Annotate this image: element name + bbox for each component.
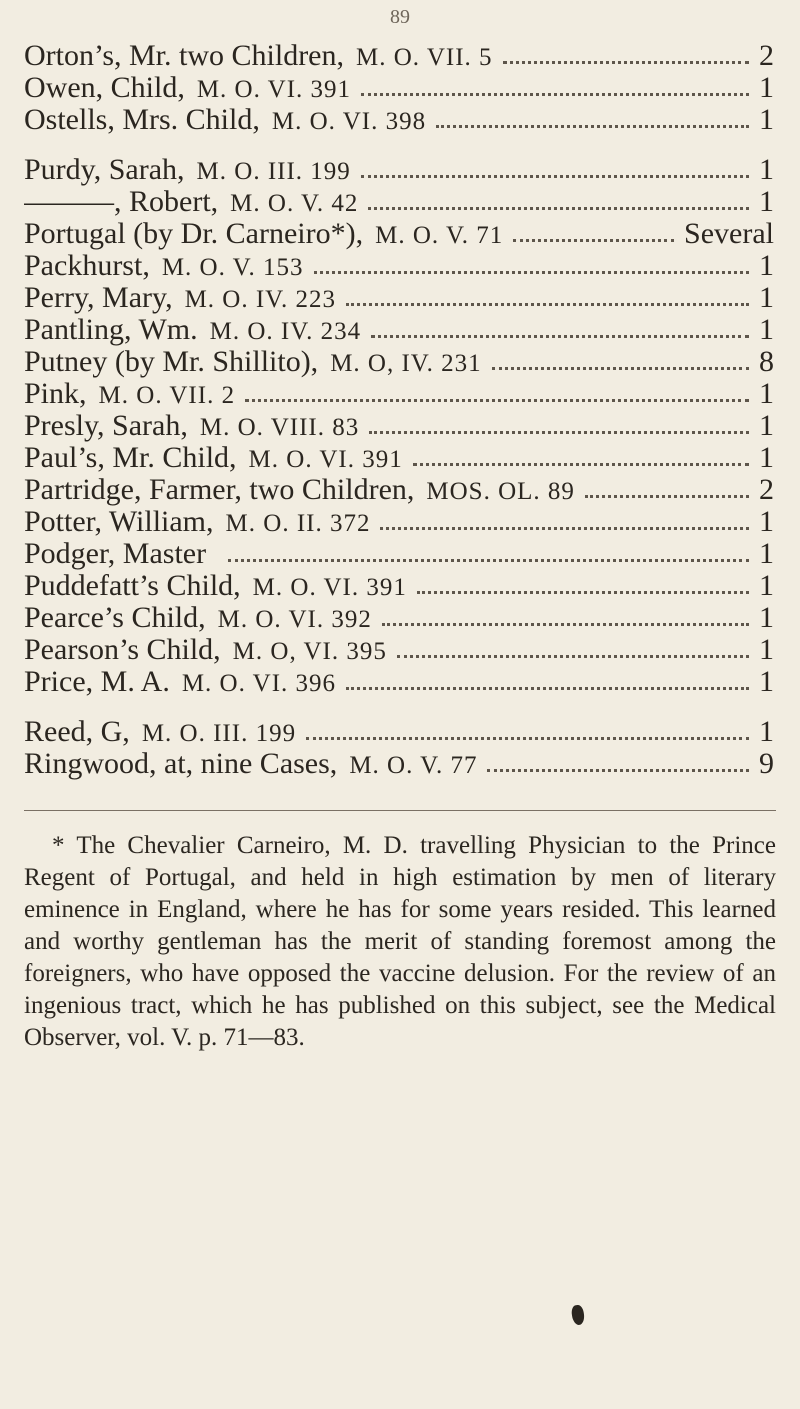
leader-dots	[245, 398, 749, 402]
entry-name: Podger, Master	[24, 538, 207, 570]
ink-blot	[571, 1304, 586, 1325]
entry-name: Portugal (by Dr. Carneiro*),	[24, 218, 364, 250]
entry-reference: M. O, IV. 231	[330, 350, 482, 377]
entry-reference: M. O. III. 199	[141, 720, 297, 747]
entry-count: 1	[759, 634, 774, 666]
leader-dots	[346, 686, 749, 690]
leader-dots	[487, 768, 749, 772]
entry-count: Several	[684, 218, 774, 250]
page-number: 89	[390, 6, 410, 28]
index-entry	[24, 40, 774, 72]
entry-count: 1	[759, 378, 774, 410]
entry-name: Presly, Sarah,	[24, 410, 188, 442]
leader-dots	[503, 60, 749, 64]
entry-count: 2	[759, 474, 774, 506]
index-entry	[24, 474, 774, 506]
entry-count: 1	[759, 716, 774, 748]
entry-reference: M. O. VIII. 83	[199, 414, 360, 441]
entry-reference: M. O. VI. 391	[196, 76, 352, 103]
index-entry	[24, 442, 774, 474]
entry-name: Reed, G,	[24, 716, 130, 748]
index-entry	[24, 716, 774, 748]
entry-name: Ringwood, at, nine Cases,	[24, 748, 338, 780]
entry-name: Puddefatt’s Child,	[24, 570, 241, 602]
entry-count: 1	[759, 104, 774, 136]
index-list	[24, 40, 774, 780]
footnote-divider	[24, 810, 776, 811]
index-entry	[24, 378, 774, 410]
entry-count: 8	[759, 346, 774, 378]
entry-count: 1	[759, 282, 774, 314]
leader-dots	[397, 654, 749, 658]
leader-dots	[369, 430, 749, 434]
leader-dots	[306, 736, 749, 740]
entry-reference: M. O, VI. 395	[232, 638, 387, 665]
entry-reference: M. O. IV. 234	[209, 318, 362, 345]
leader-dots	[413, 462, 749, 466]
index-entry	[24, 570, 774, 602]
entry-count: 1	[759, 602, 774, 634]
index-entry	[24, 506, 774, 538]
leader-dots	[513, 238, 674, 242]
entry-count: 1	[759, 506, 774, 538]
leader-dots	[368, 206, 749, 210]
entry-reference: M. O. V. 42	[230, 190, 359, 217]
entry-reference: M. O. VI. 398	[271, 108, 427, 135]
entry-name: Packhurst,	[24, 250, 150, 282]
entry-name: Purdy, Sarah,	[24, 154, 185, 186]
entry-count: 1	[759, 72, 774, 104]
entry-reference: M. O. V. 71	[375, 222, 504, 249]
entry-count: 1	[759, 570, 774, 602]
index-entry	[24, 218, 774, 250]
entry-name: Pearce’s Child,	[24, 602, 206, 634]
entry-name: Owen, Child,	[24, 72, 185, 104]
leader-dots	[361, 174, 749, 178]
entry-name: Price, M. A.	[24, 666, 170, 698]
index-entry	[24, 748, 774, 780]
entry-reference: M. O. V. 77	[349, 752, 478, 779]
index-entry	[24, 154, 774, 186]
leader-dots	[417, 590, 749, 594]
entry-name: ———, Robert,	[24, 186, 219, 218]
entry-name: Partridge, Farmer, two Children,	[24, 474, 415, 506]
entry-reference: M. O. VI. 391	[252, 574, 407, 601]
entry-name: Pearson’s Child,	[24, 634, 221, 666]
entry-name: Orton’s, Mr. two Children,	[24, 40, 344, 72]
entry-name: Pantling, Wm.	[24, 314, 198, 346]
entry-count: 1	[759, 154, 774, 186]
index-entry	[24, 72, 774, 104]
index-entry	[24, 538, 774, 570]
leader-dots	[346, 302, 749, 306]
footnote-marker: *	[52, 832, 65, 859]
index-entry	[24, 346, 774, 378]
entry-reference: M. O. VI. 396	[181, 670, 337, 697]
entry-name: Ostells, Mrs. Child,	[24, 104, 260, 136]
entry-name: Potter, William,	[24, 506, 214, 538]
entry-count: 1	[759, 666, 774, 698]
footnote-text: The Chevalier Carneiro, M. D. travelling Physician to the Prince Regent of Portugal, and held in high estimation by men of literary eminence in England, where he has for some years resided. This learned and worthy gentleman has the merit of standing foremost among the foreigners, who have opposed the vaccine delusion. For the review of an ingenious tract, which he has published on this subject, see the Medical Observer, vol. V. p. 71—83.	[24, 832, 776, 1051]
entry-reference: M. O. VI. 391	[248, 446, 403, 473]
entry-reference: MOS. OL. 89	[426, 478, 575, 505]
index-entry	[24, 104, 774, 136]
index-entry	[24, 634, 774, 666]
entry-count: 1	[759, 538, 774, 570]
index-entry	[24, 666, 774, 698]
index-entry	[24, 282, 774, 314]
leader-dots	[492, 366, 749, 370]
entry-count: 9	[759, 748, 774, 780]
entry-name: Putney (by Mr. Shillito),	[24, 346, 319, 378]
leader-dots	[314, 270, 750, 274]
entry-name: Paul’s, Mr. Child,	[24, 442, 237, 474]
leader-dots	[361, 92, 749, 96]
entry-reference: M. O. IV. 223	[184, 286, 337, 313]
leader-dots	[228, 558, 749, 562]
entry-count: 1	[759, 186, 774, 218]
leader-dots	[382, 622, 749, 626]
entry-reference: M. O. II. 372	[225, 510, 371, 537]
index-entry	[24, 314, 774, 346]
entry-name: Pink,	[24, 378, 87, 410]
entry-count: 1	[759, 442, 774, 474]
entry-count: 1	[759, 410, 774, 442]
leader-dots	[371, 334, 749, 338]
entry-name: Perry, Mary,	[24, 282, 173, 314]
entry-count: 2	[759, 40, 774, 72]
entry-reference: M. O. VI. 392	[217, 606, 372, 633]
entry-reference: M. O. VII. 5	[356, 44, 493, 71]
index-entry	[24, 186, 774, 218]
index-entry	[24, 602, 774, 634]
index-entry	[24, 250, 774, 282]
entry-count: 1	[759, 250, 774, 282]
footnote	[24, 830, 776, 1054]
index-entry	[24, 410, 774, 442]
entry-reference: M. O. V. 153	[161, 254, 304, 281]
entry-reference: M. O. VII. 2	[98, 382, 236, 409]
leader-dots	[436, 124, 749, 128]
entry-reference: M. O. III. 199	[196, 158, 351, 185]
entry-count: 1	[759, 314, 774, 346]
leader-dots	[380, 526, 749, 530]
leader-dots	[585, 494, 749, 498]
